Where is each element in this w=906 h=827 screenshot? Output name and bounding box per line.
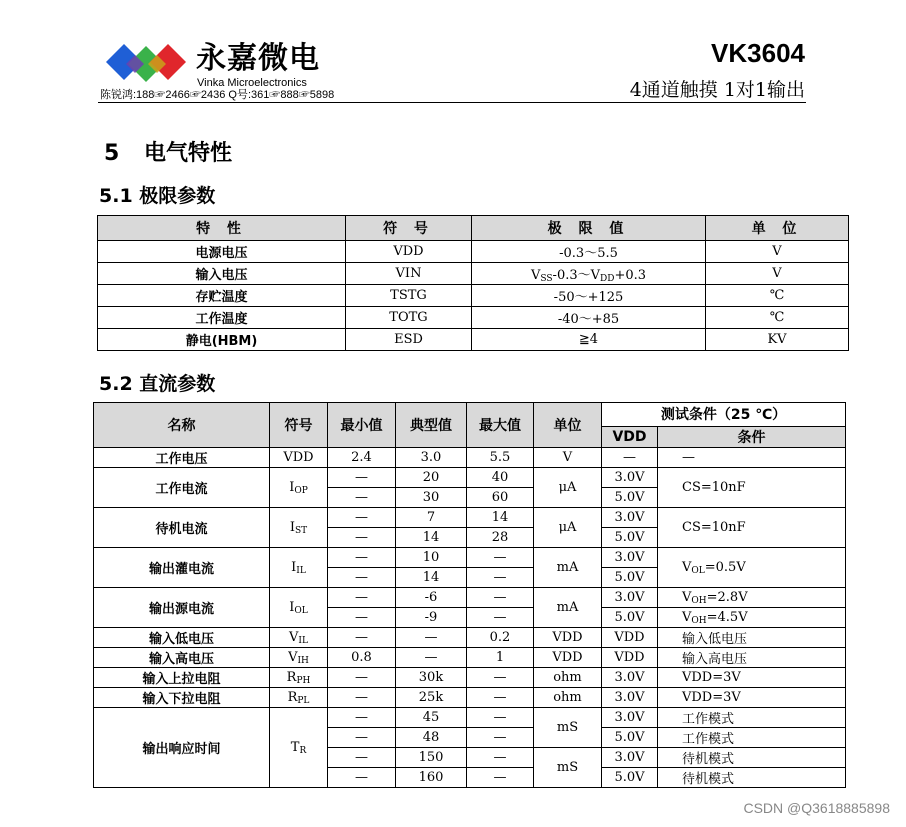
param-symbol: VDD	[346, 241, 472, 263]
param-unit: ℃	[706, 307, 849, 329]
table-row	[94, 588, 846, 608]
param-vdd: 3.0V	[602, 748, 658, 768]
param-unit: mS	[534, 748, 602, 788]
param-name: 输入低电压	[94, 628, 270, 648]
param-symbol: VDD	[270, 448, 328, 468]
param-name: 电源电压	[98, 241, 346, 263]
param-name: 静电(HBM)	[98, 329, 346, 351]
param-max: —	[467, 588, 534, 608]
param-min: —	[328, 568, 396, 588]
symbol-main: I	[291, 559, 297, 575]
section-title: 电气特性	[144, 141, 233, 166]
value-sub: DD	[600, 273, 615, 284]
col-header-unit: 单位	[534, 403, 602, 448]
param-max: —	[467, 768, 534, 788]
param-typ: 48	[396, 728, 467, 748]
model-number: VK3604	[711, 38, 805, 68]
param-unit: ℃	[706, 285, 849, 307]
param-value: ≧4	[472, 329, 706, 351]
param-symbol	[270, 648, 328, 668]
symbol-main: I	[289, 599, 295, 615]
param-value	[472, 263, 706, 285]
param-min: —	[328, 688, 396, 708]
col-header-test-conditions: 测试条件（25 ℃）	[602, 403, 846, 427]
table-row	[94, 448, 846, 468]
param-vdd: 5.0V	[602, 528, 658, 548]
param-typ: 14	[396, 568, 467, 588]
param-symbol: TSTG	[346, 285, 472, 307]
col-header-vdd: VDD	[602, 426, 658, 447]
product-subtitle: 4通道触摸 1对1输出	[629, 79, 805, 101]
brand-name-cn: 永嘉微电	[196, 41, 320, 76]
param-condition: 输入高电压	[658, 648, 846, 668]
param-typ: 150	[396, 748, 467, 768]
param-symbol: VIN	[346, 263, 472, 285]
col-header-symbol: 符号	[270, 403, 328, 448]
cond-main: V	[682, 559, 692, 575]
param-typ: 7	[396, 508, 467, 528]
param-condition: CS=10nF	[658, 508, 846, 548]
param-symbol: TOTG	[346, 307, 472, 329]
param-name: 存贮温度	[98, 285, 346, 307]
symbol-sub: IH	[297, 655, 309, 666]
cond-sub: OH	[691, 595, 707, 606]
param-min: —	[328, 708, 396, 728]
param-name: 工作温度	[98, 307, 346, 329]
symbol-sub: PL	[297, 695, 310, 706]
param-unit: V	[534, 448, 602, 468]
param-unit: mA	[534, 588, 602, 628]
param-symbol	[270, 468, 328, 508]
param-typ: 160	[396, 768, 467, 788]
symbol-main: R	[286, 669, 297, 685]
cond-sub: OH	[691, 615, 707, 626]
param-typ: 20	[396, 468, 467, 488]
col-header-symbol: 符 号	[346, 216, 472, 241]
param-min: —	[328, 588, 396, 608]
value-part: V	[530, 267, 541, 283]
param-vdd: 5.0V	[602, 608, 658, 628]
param-max: —	[467, 568, 534, 588]
param-vdd: 3.0V	[602, 688, 658, 708]
param-name: 待机电流	[94, 508, 270, 548]
table-row	[98, 263, 849, 285]
param-condition	[658, 548, 846, 588]
col-header-min: 最小值	[328, 403, 396, 448]
symbol-sub: R	[299, 745, 307, 756]
value-part: -0.3～V	[552, 267, 601, 283]
col-header-characteristic: 特 性	[98, 216, 346, 241]
value-part: +0.3	[614, 267, 647, 283]
symbol-sub: IL	[296, 565, 306, 576]
cond-main: V	[682, 609, 692, 625]
param-value: -40～+85	[472, 307, 706, 329]
param-max: —	[467, 728, 534, 748]
header-divider	[98, 102, 806, 103]
param-unit: VDD	[534, 628, 602, 648]
symbol-sub: PH	[296, 675, 311, 686]
cond-main: V	[682, 589, 692, 605]
param-symbol	[270, 688, 328, 708]
subsection-dc-heading: 5.2 直流参数	[99, 373, 216, 395]
param-symbol	[270, 628, 328, 648]
param-unit: KV	[706, 329, 849, 351]
param-typ: 3.0	[396, 448, 467, 468]
param-max: 14	[467, 508, 534, 528]
param-vdd: 3.0V	[602, 548, 658, 568]
param-unit: mA	[534, 548, 602, 588]
param-max: —	[467, 548, 534, 568]
param-unit: V	[706, 241, 849, 263]
section-heading	[104, 140, 232, 168]
param-typ: 10	[396, 548, 467, 568]
table-row	[94, 508, 846, 528]
param-typ: -6	[396, 588, 467, 608]
col-header-typ: 典型值	[396, 403, 467, 448]
param-max: 1	[467, 648, 534, 668]
section-number: 5	[104, 141, 120, 166]
param-unit: μA	[534, 508, 602, 548]
param-symbol	[270, 548, 328, 588]
value-sub: SS	[540, 273, 553, 284]
param-min: —	[328, 628, 396, 648]
param-max: —	[467, 688, 534, 708]
symbol-main: V	[289, 629, 299, 645]
param-min: —	[328, 608, 396, 628]
param-name: 输入上拉电阻	[94, 668, 270, 688]
table-header-row	[94, 403, 846, 427]
param-vdd: 5.0V	[602, 568, 658, 588]
param-vdd: 3.0V	[602, 668, 658, 688]
subsection-limits-heading: 5.1 极限参数	[99, 185, 216, 207]
param-name: 输入电压	[98, 263, 346, 285]
table-row	[94, 688, 846, 708]
table-row	[94, 628, 846, 648]
param-name: 输出源电流	[94, 588, 270, 628]
param-unit: ohm	[534, 668, 602, 688]
param-min: —	[328, 668, 396, 688]
param-vdd: 3.0V	[602, 708, 658, 728]
param-name: 工作电压	[94, 448, 270, 468]
param-typ: -9	[396, 608, 467, 628]
table-row	[98, 329, 849, 351]
param-typ: 14	[396, 528, 467, 548]
col-header-condition: 条件	[658, 426, 846, 447]
param-value: -0.3～5.5	[472, 241, 706, 263]
table-header-row	[98, 216, 849, 241]
param-typ: 30k	[396, 668, 467, 688]
vinka-logo-icon	[104, 42, 194, 86]
symbol-sub: OP	[294, 485, 308, 496]
param-condition: 工作模式	[658, 708, 846, 728]
col-header-max: 最大值	[467, 403, 534, 448]
param-vdd: 5.0V	[602, 768, 658, 788]
param-min: —	[328, 468, 396, 488]
csdn-watermark: CSDN @Q3618885898	[743, 800, 890, 816]
param-typ: 45	[396, 708, 467, 728]
param-vdd: —	[602, 448, 658, 468]
table-row	[98, 307, 849, 329]
param-name: 输入高电压	[94, 648, 270, 668]
param-symbol: ESD	[346, 329, 472, 351]
param-unit: mS	[534, 708, 602, 748]
param-symbol	[270, 668, 328, 688]
table-row	[94, 548, 846, 568]
param-condition: 待机模式	[658, 748, 846, 768]
param-vdd: 5.0V	[602, 728, 658, 748]
param-max: —	[467, 708, 534, 728]
param-min: —	[328, 548, 396, 568]
param-name: 输出响应时间	[94, 708, 270, 788]
absolute-limits-table	[97, 215, 849, 351]
param-vdd: VDD	[602, 648, 658, 668]
cond-tail: =2.8V	[706, 589, 748, 605]
param-max: 60	[467, 488, 534, 508]
table-row	[98, 241, 849, 263]
param-max: 40	[467, 468, 534, 488]
cond-tail: =4.5V	[706, 609, 748, 625]
col-header-unit: 单 位	[706, 216, 849, 241]
symbol-sub: IL	[298, 635, 308, 646]
param-max: —	[467, 668, 534, 688]
param-condition: VDD=3V	[658, 668, 846, 688]
param-max: 28	[467, 528, 534, 548]
param-min: —	[328, 748, 396, 768]
param-min: —	[328, 508, 396, 528]
param-name: 输出灌电流	[94, 548, 270, 588]
param-min: 2.4	[328, 448, 396, 468]
table-row	[94, 668, 846, 688]
cond-tail: =0.5V	[704, 559, 746, 575]
param-condition: 待机模式	[658, 768, 846, 788]
symbol-sub: ST	[294, 525, 308, 536]
param-name: 输入下拉电阻	[94, 688, 270, 708]
param-condition	[658, 588, 846, 608]
param-max: 5.5	[467, 448, 534, 468]
param-vdd: 3.0V	[602, 468, 658, 488]
param-unit: V	[706, 263, 849, 285]
symbol-main: R	[287, 689, 298, 705]
param-max: —	[467, 608, 534, 628]
symbol-main: I	[289, 479, 295, 495]
cond-sub: OL	[691, 565, 705, 576]
param-condition	[658, 608, 846, 628]
param-min: —	[328, 768, 396, 788]
param-min: —	[328, 488, 396, 508]
param-vdd: 3.0V	[602, 588, 658, 608]
symbol-main: V	[288, 649, 298, 665]
param-vdd: VDD	[602, 628, 658, 648]
symbol-main: T	[290, 739, 300, 755]
dc-parameters-table	[93, 402, 846, 788]
table-row	[98, 285, 849, 307]
param-max: 0.2	[467, 628, 534, 648]
param-symbol	[270, 508, 328, 548]
symbol-sub: OL	[294, 605, 308, 616]
param-min: —	[328, 728, 396, 748]
symbol-main: I	[289, 519, 295, 535]
table-row	[94, 708, 846, 728]
param-min: 0.8	[328, 648, 396, 668]
param-max: —	[467, 748, 534, 768]
param-unit: μA	[534, 468, 602, 508]
param-min: —	[328, 528, 396, 548]
param-condition: 工作模式	[658, 728, 846, 748]
param-symbol	[270, 708, 328, 788]
table-row	[94, 468, 846, 488]
param-vdd: 3.0V	[602, 508, 658, 528]
param-condition: —	[658, 448, 846, 468]
param-condition: CS=10nF	[658, 468, 846, 508]
param-typ: 30	[396, 488, 467, 508]
param-typ: —	[396, 648, 467, 668]
param-typ: —	[396, 628, 467, 648]
param-vdd: 5.0V	[602, 488, 658, 508]
param-typ: 25k	[396, 688, 467, 708]
col-header-limit: 极 限 值	[472, 216, 706, 241]
param-unit: ohm	[534, 688, 602, 708]
param-unit: VDD	[534, 648, 602, 668]
col-header-name: 名称	[94, 403, 270, 448]
param-symbol	[270, 588, 328, 628]
brand-name-en: Vinka Microelectronics	[197, 77, 307, 89]
param-name: 工作电流	[94, 468, 270, 508]
param-condition: 输入低电压	[658, 628, 846, 648]
param-value: -50～+125	[472, 285, 706, 307]
contact-line: 陈锐鸿:188☞2466☞2436 Q号:361☞888☞5898	[100, 89, 335, 101]
param-condition: VDD=3V	[658, 688, 846, 708]
table-row	[94, 648, 846, 668]
